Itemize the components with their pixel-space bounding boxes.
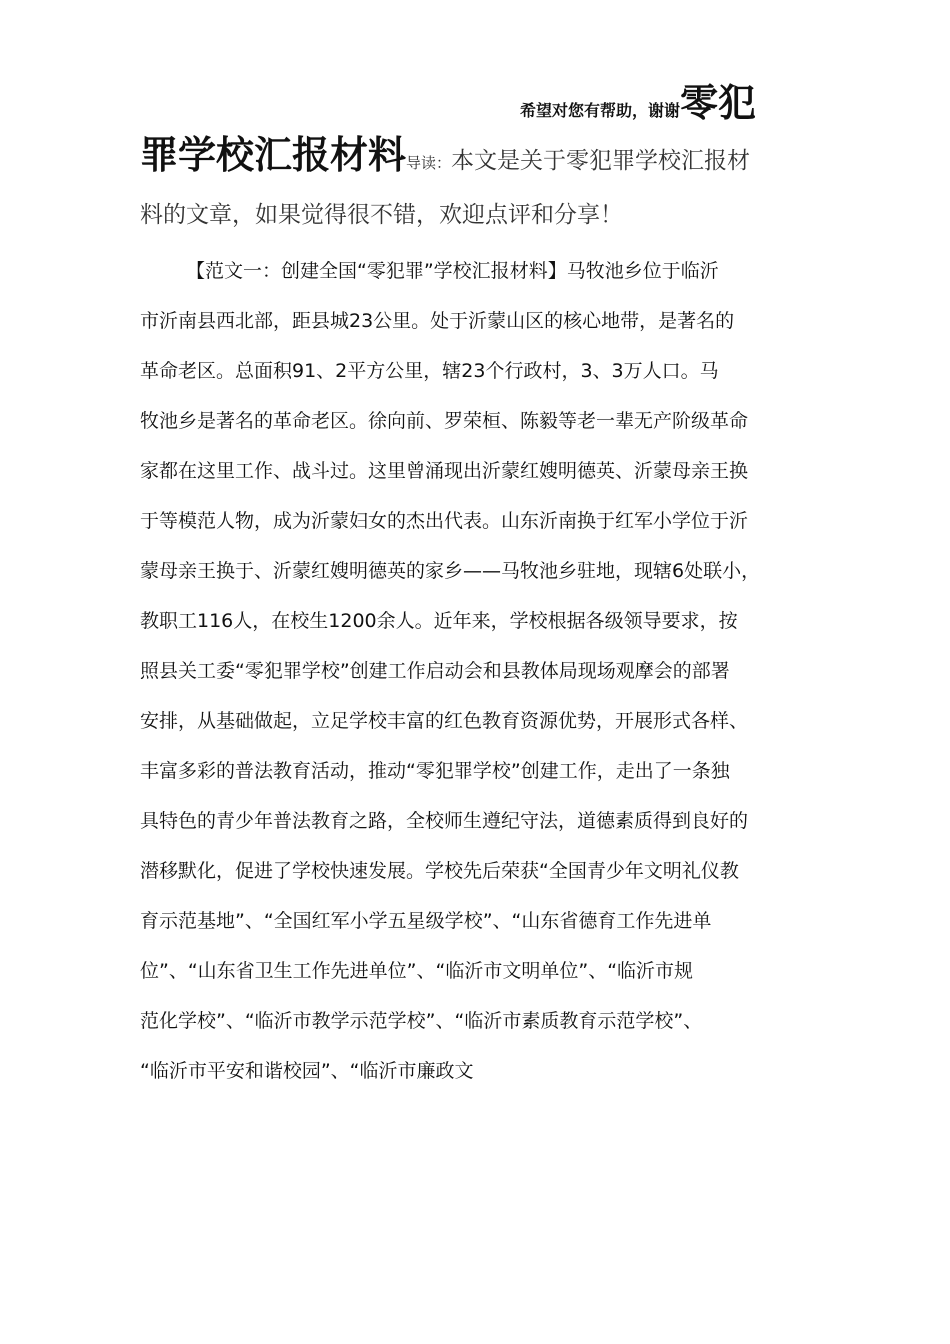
body-line: 安排，从基础做起，立足学校丰富的红色教育资源优势，开展形式各样、	[140, 710, 749, 732]
title-line	[140, 124, 750, 179]
title-part-2: 罪学校汇报材料	[140, 133, 407, 177]
body-line: 位”、“山东省卫生工作先进单位”、“临沂市文明单位”、“临沂市规	[140, 960, 694, 982]
body-line: 潜移默化，促进了学校快速发展。学校先后荣获“全国青少年文明礼仪教	[140, 860, 739, 882]
title-part-1: 零犯	[680, 81, 757, 125]
body-line: 育示范基地”、“全国红军小学五星级学校”、“山东省德育工作先进单	[140, 910, 712, 932]
body-line: 革命老区。总面积91、2平方公里，辖23个行政村，3、3万人口。马	[140, 360, 719, 382]
body-line: 于等模范人物，成为沂蒙妇女的杰出代表。山东沂南换于红军小学位于沂	[140, 510, 749, 532]
intro-line-2	[140, 196, 623, 229]
body-line: “临沂市平安和谐校园”、“临沂市廉政文	[140, 1060, 474, 1082]
guide-label: 导读：	[406, 154, 452, 172]
body-line: 具特色的青少年普法教育之路，全校师生遵纪守法，道德素质得到良好的	[140, 810, 749, 832]
body-line: 蒙母亲王换于、沂蒙红嫂明德英的家乡——马牧池乡驻地，现辖6处联小，	[140, 560, 761, 582]
intro-text-2: 料的文章，如果觉得很不错，欢迎点评和分享！	[140, 202, 623, 228]
body-line: 教职工116人，在校生1200余人。近年来，学校根据各级领导要求，按	[140, 610, 738, 632]
body-line: 牧池乡是著名的革命老区。徐向前、罗荣桓、陈毅等老一辈无产阶级革命	[140, 410, 749, 432]
body-line: 【范文一：创建全国“零犯罪”学校汇报材料】马牧池乡位于临沂	[186, 260, 719, 282]
header-line	[520, 72, 757, 125]
body-line: 家都在这里工作、战斗过。这里曾涌现出沂蒙红嫂明德英、沂蒙母亲王换	[140, 460, 749, 482]
body-line: 照县关工委“零犯罪学校”创建工作启动会和县教体局现场观摩会的部署	[140, 660, 730, 682]
body-line: 范化学校”、“临沂市教学示范学校”、“临沂市素质教育示范学校”、	[140, 1010, 703, 1032]
intro-text-1: 本文是关于零犯罪学校汇报材	[451, 148, 751, 174]
body-line: 市沂南县西北部，距县城23公里。处于沂蒙山区的核心地带，是著名的	[140, 310, 735, 332]
header-note: 希望对您有帮助，谢谢	[520, 101, 681, 120]
body-line: 丰富多彩的普法教育活动，推动“零犯罪学校”创建工作，走出了一条独	[140, 760, 730, 782]
